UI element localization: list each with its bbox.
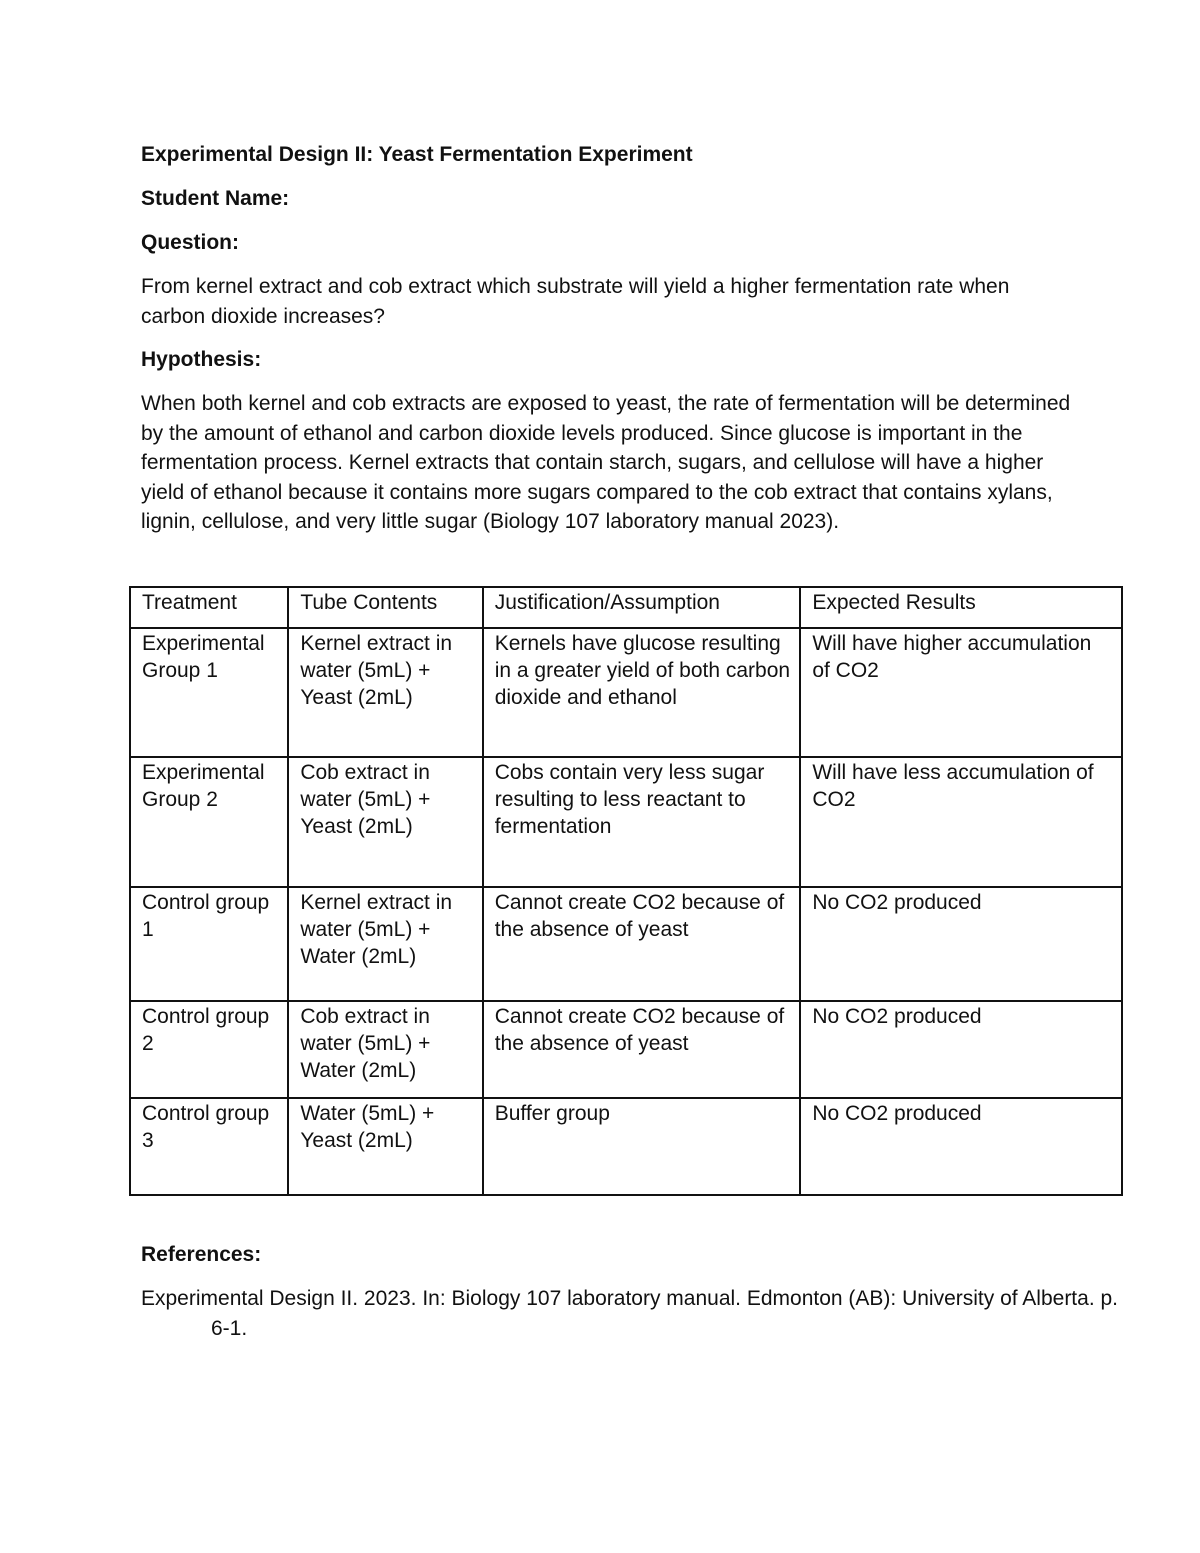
table-cell: Control group 2: [130, 1001, 288, 1098]
references-section: [141, 1240, 1126, 1344]
table-cell: Cob extract in water (5mL) + Water (2mL): [288, 1001, 482, 1098]
table-cell: Will have less accumulation of CO2: [800, 757, 1122, 887]
table-header-cell: Justification/Assumption: [483, 587, 801, 628]
table-cell: No CO2 produced: [800, 1098, 1122, 1195]
table-header-cell: Expected Results: [800, 587, 1122, 628]
table-cell: Experimental Group 2: [130, 757, 288, 887]
table-cell: Water (5mL) + Yeast (2mL): [288, 1098, 482, 1195]
table-header-cell: Tube Contents: [288, 587, 482, 628]
table-cell: Kernels have glucose resulting in a greater yield of both carbon dioxide and ethanol: [483, 628, 801, 757]
table-cell: Kernel extract in water (5mL) + Water (2mL): [288, 887, 482, 1001]
hypothesis-label: Hypothesis:: [141, 348, 262, 371]
table-header-row: [130, 587, 1122, 628]
table-row: [130, 757, 1122, 887]
question-label: Question:: [141, 231, 239, 254]
document-title: Experimental Design II: Yeast Fermentation Experiment: [141, 143, 693, 166]
table-cell: No CO2 produced: [800, 1001, 1122, 1098]
student-name-label: Student Name:: [141, 187, 290, 210]
table-cell: Control group 3: [130, 1098, 288, 1195]
table-cell: Cobs contain very less sugar resulting to less reactant to fermentation: [483, 757, 801, 887]
table-cell: No CO2 produced: [800, 887, 1122, 1001]
table-cell: Cob extract in water (5mL) + Yeast (2mL): [288, 757, 482, 887]
references-label: References:: [141, 1243, 262, 1266]
table-row: [130, 628, 1122, 757]
table-row: [130, 887, 1122, 1001]
table-cell: Cannot create CO2 because of the absence of yeast: [483, 1001, 801, 1098]
question-text: From kernel extract and cob extract which substrate will yield a higher fermentation rate when carbon dioxide increases?: [141, 275, 1010, 328]
reference-entry: Experimental Design II. 2023. In: Biology 107 laboratory manual. Edmonton (AB): University of Alberta. p. 6-1.: [141, 1287, 1119, 1340]
table-cell: Experimental Group 1: [130, 628, 288, 757]
hypothesis-text: When both kernel and cob extracts are exposed to yeast, the rate of fermentation will be determined by the amount of ethanol and carbon dioxide levels produced. Since glucose is important in the fermentation process. Kernel extracts that contain starch, sugars, and cellulose will have a higher yield of ethanol because it contains more sugars compared to the cob extract that contains xylans, lignin, cellulose, and very little sugar (Biology 107 laboratory manual 2023).: [141, 392, 1071, 533]
table-cell: Will have higher accumulation of CO2: [800, 628, 1122, 757]
table-row: [130, 1001, 1122, 1098]
table-row: [130, 1098, 1122, 1195]
table-cell: Buffer group: [483, 1098, 801, 1195]
document-page: [141, 140, 1126, 553]
table-cell: Kernel extract in water (5mL) + Yeast (2mL): [288, 628, 482, 757]
treatment-table: [129, 586, 1123, 1196]
table-header-cell: Treatment: [130, 587, 288, 628]
table-cell: Control group 1: [130, 887, 288, 1001]
table-cell: Cannot create CO2 because of the absence of yeast: [483, 887, 801, 1001]
